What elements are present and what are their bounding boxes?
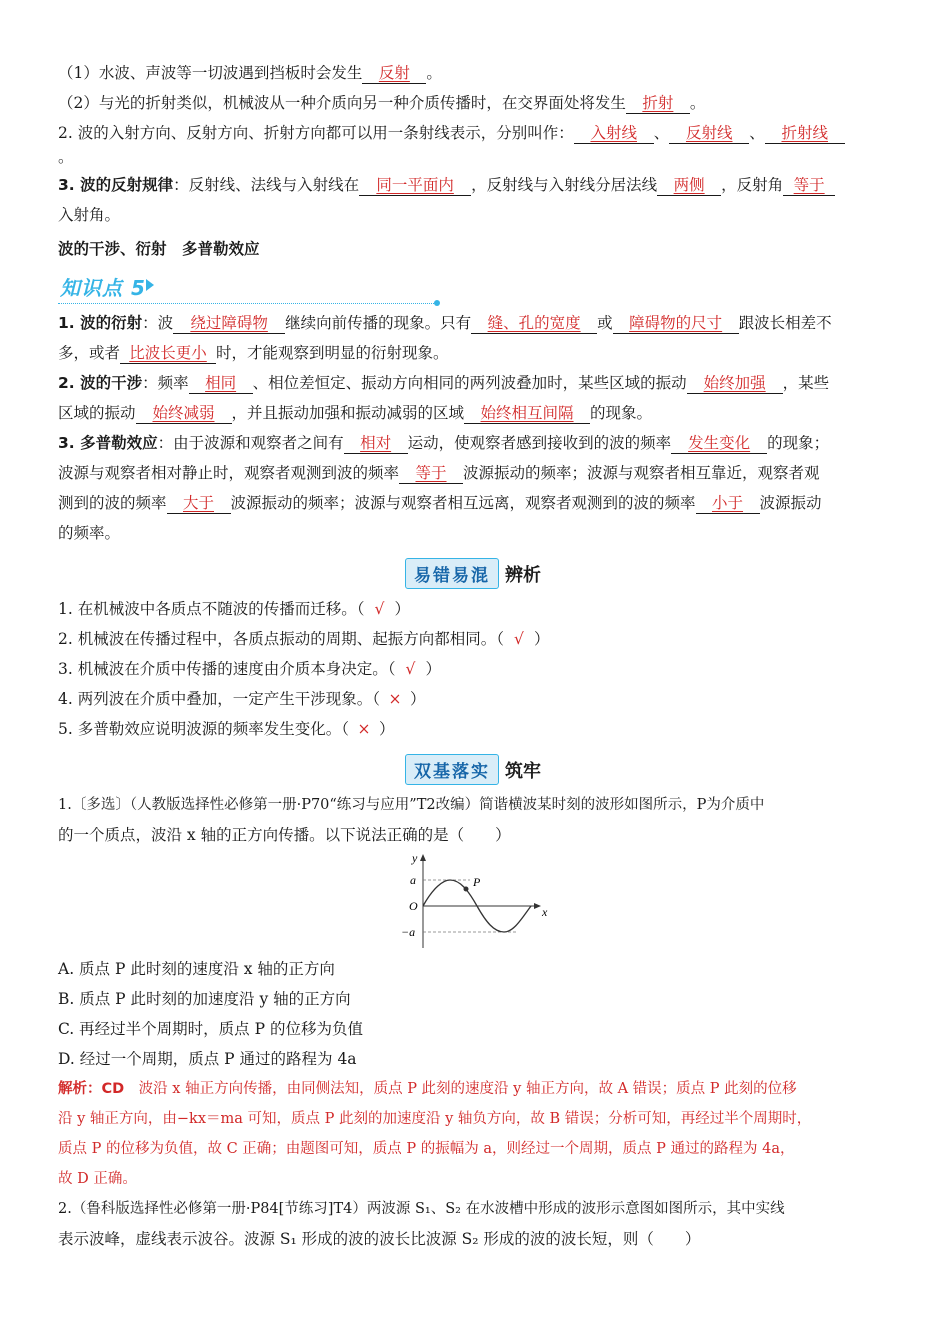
text: ） xyxy=(533,630,550,648)
text: ：反射线、法线与入射线在 xyxy=(173,176,360,194)
answer-blank: 始终相互间隔 xyxy=(464,403,590,424)
label-origin: O xyxy=(409,899,418,913)
judge-mark: × xyxy=(388,690,402,708)
wave-figure xyxy=(58,852,888,952)
item-title: . 波的反射规律 xyxy=(68,176,174,194)
analysis-line-2: 沿 y 轴正方向，由−kx＝ma 可知，质点 P 此刻的加速度沿 y 轴负方向，故 B 错误；分析可知，再经过半个周期时， xyxy=(58,1111,812,1127)
text: 、 xyxy=(749,124,765,142)
item-number: 1 xyxy=(58,314,69,332)
knowledge-point-label: 知识点 5 xyxy=(60,276,146,300)
text: 时，才能观察到明显的衍射现象。 xyxy=(216,344,449,362)
answer-blank: 发生变化 xyxy=(671,433,767,454)
text: 波沿 x 轴正方向传播，由同侧法知，质点 P 此刻的速度沿 y 轴正方向，故 A 错误；质点 P 此刻的位移 xyxy=(124,1081,797,1097)
text: 多，或者 xyxy=(58,344,121,362)
triangle-icon xyxy=(146,279,154,291)
interference-line-1 xyxy=(58,368,888,398)
judge-item xyxy=(58,684,888,714)
answer-blank: 小于 xyxy=(696,493,760,514)
item-title: . 波的衍射 xyxy=(68,314,143,332)
answer-blank: 两侧 xyxy=(657,175,721,196)
answer-blank: 障碍物的尺寸 xyxy=(613,313,739,334)
text: 波源振动的频率；波源与观察者相互靠近，观察者观 xyxy=(463,464,820,482)
analysis-head: 解析：CD xyxy=(58,1081,125,1097)
banner-tail: 辨析 xyxy=(505,564,541,586)
text: ，反射角 xyxy=(721,176,784,194)
judge-item xyxy=(58,714,888,744)
analysis-line-3: 质点 P 的位移为负值，故 C 正确；由题图可知，质点 P 的振幅为 a，则经过一个周期，质点 P 通过的路程为 4a， xyxy=(58,1141,795,1157)
judge-item xyxy=(58,594,888,624)
text: 入射角。 xyxy=(58,206,121,224)
text: 。 xyxy=(689,94,706,112)
text: ，并且振动加强和振动减弱的区域 xyxy=(231,404,465,422)
diffraction-line-2 xyxy=(58,338,888,368)
text: ，某些 xyxy=(782,374,830,392)
answer-blank: 始终减弱 xyxy=(136,403,232,424)
question-2-line-1: 2.（鲁科版选择性必修第一册·P84[节练习]T4）两波源 S₁、S₂ 在水波槽中形成的波形示意图如图所示，其中实线 xyxy=(58,1201,785,1217)
judge-mark: √ xyxy=(405,660,416,678)
point-p xyxy=(464,887,469,892)
item-title: . 波的干涉 xyxy=(68,374,143,392)
doppler-line-1 xyxy=(58,428,888,458)
text: 、相位差恒定、振动方向相同的两列波叠加时，某些区域的振动 xyxy=(252,374,687,392)
text: 的现象。 xyxy=(590,404,653,422)
diffraction-line-1 xyxy=(58,308,888,338)
option-d: D. 经过一个周期，质点 P 通过的路程为 4a xyxy=(58,1050,357,1068)
label-neg-a: −a xyxy=(401,925,416,939)
text: ） xyxy=(378,720,395,738)
x-axis-arrow xyxy=(534,903,541,909)
answer-blank: 等于 xyxy=(783,175,835,196)
text: ：由于波源和观察者之间有 xyxy=(157,434,344,452)
doppler-line-4 xyxy=(58,518,888,548)
document-page xyxy=(58,58,888,1254)
label-p: P xyxy=(473,875,481,889)
reflection-law-line-1 xyxy=(58,170,888,200)
text: 的现象； xyxy=(767,434,830,452)
knowledge-point-header xyxy=(58,270,888,308)
answer-blank: 相同 xyxy=(189,373,253,394)
answer-blank: 比波长更小 xyxy=(120,343,216,364)
judge-item xyxy=(58,654,888,684)
text: 、 xyxy=(653,124,670,142)
section-banner-error-analysis xyxy=(58,558,888,590)
text: 2. 波的入射方向、反射方向、折射方向都可以用一条射线表示，分别叫作： xyxy=(58,124,574,142)
text: （1）水波、声波等一切波遇到挡板时会发生 xyxy=(58,64,363,82)
text: 或 xyxy=(597,314,613,332)
text: 波源振动的频率；波源与观察者相互远离，观察者观测到的波的频率 xyxy=(230,494,696,512)
label-x: x xyxy=(542,905,548,919)
text: 3. 机械波在介质中传播的速度由介质本身决定。（ xyxy=(58,660,396,678)
text: 4. 两列波在介质中叠加，一定产生干涉现象。（ xyxy=(58,690,380,708)
text: 跟波长相差不 xyxy=(738,314,832,332)
answer-blank: 大于 xyxy=(167,493,231,514)
reflection-law-line-2 xyxy=(58,200,888,230)
reflection-line-3-end xyxy=(58,148,888,170)
item-title: . 多普勒效应 xyxy=(68,434,158,452)
label-y: y xyxy=(412,852,418,865)
text: ） xyxy=(409,690,426,708)
interference-line-2 xyxy=(58,398,888,428)
judge-item xyxy=(58,624,888,654)
section-banner-basics xyxy=(58,754,888,786)
judge-list xyxy=(58,594,888,744)
answer-blank: 相对 xyxy=(344,433,408,454)
reflection-line-1 xyxy=(58,58,888,88)
text: 2. 机械波在传播过程中，各质点振动的周期、起振方向都相同。（ xyxy=(58,630,504,648)
text: 的频率。 xyxy=(58,524,121,542)
analysis-line-1 xyxy=(58,1074,888,1104)
text: 1. 在机械波中各质点不随波的传播而迁移。（ xyxy=(58,600,365,618)
judge-mark: √ xyxy=(374,600,385,618)
text: ：波 xyxy=(142,314,174,332)
text: 区域的振动 xyxy=(58,404,136,422)
answer-blank: 折射 xyxy=(626,93,690,114)
banner-tail: 筑牢 xyxy=(505,760,541,782)
divider xyxy=(58,303,438,304)
text: 波源振动 xyxy=(759,494,822,512)
answer-blank: 始终加强 xyxy=(687,373,783,394)
text: 测到的波的频率 xyxy=(58,494,167,512)
reflection-line-3 xyxy=(58,118,888,148)
answer-blank: 同一平面内 xyxy=(359,175,471,196)
option-a: A. 质点 P 此时刻的速度沿 x 轴的正方向 xyxy=(58,960,335,978)
text: ，反射线与入射线分居法线 xyxy=(471,176,658,194)
wave-graph xyxy=(58,852,888,952)
option-b: B. 质点 P 此时刻的加速度沿 y 轴的正方向 xyxy=(58,990,351,1008)
item-number: 2 xyxy=(58,374,69,392)
item-number: 3 xyxy=(58,434,69,452)
answer-blank: 等于 xyxy=(399,463,463,484)
answer-blank: 入射线 xyxy=(574,123,654,144)
judge-mark: × xyxy=(357,720,371,738)
item-number: 3 xyxy=(58,176,69,194)
answer-blank: 折射线 xyxy=(765,123,845,144)
text: ） xyxy=(394,600,410,618)
judge-mark: √ xyxy=(514,630,524,648)
text: （2）与光的折射类似，机械波从一种介质向另一种介质传播时，在交界面处将发生 xyxy=(58,94,626,112)
section-title: 波的干涉、衍射 多普勒效应 xyxy=(58,240,260,258)
reflection-line-2 xyxy=(58,88,888,118)
dot-icon xyxy=(434,300,440,306)
doppler-line-2 xyxy=(58,458,888,488)
answer-blank: 缝、孔的宽度 xyxy=(471,313,597,334)
text: 运动，使观察者感到接收到的波的频率 xyxy=(407,434,672,452)
text: ） xyxy=(425,660,441,678)
banner-box: 易错易混 xyxy=(405,558,499,589)
text: 。 xyxy=(58,148,74,166)
label-a: a xyxy=(410,873,416,887)
question-2-line-2: 表示波峰，虚线表示波谷。波源 S₁ 形成的波的波长比波源 S₂ 形成的波的波长短，则（ ） xyxy=(58,1230,701,1248)
analysis-block xyxy=(58,1074,888,1194)
analysis-line-4: 故 D 正确。 xyxy=(58,1171,137,1187)
banner-box: 双基落实 xyxy=(405,754,499,785)
answer-blank: 反射 xyxy=(362,63,426,84)
text: 5. 多普勒效应说明波源的频率发生变化。（ xyxy=(58,720,349,738)
doppler-line-3 xyxy=(58,488,888,518)
text: 波源与观察者相对静止时，观察者观测到波的频率 xyxy=(58,464,400,482)
option-c: C. 再经过半个周期时，质点 P 的位移为负值 xyxy=(58,1020,363,1038)
y-axis-arrow xyxy=(420,854,426,861)
text: 继续向前传播的现象。只有 xyxy=(285,314,472,332)
text: ：频率 xyxy=(142,374,189,392)
answer-blank: 反射线 xyxy=(669,123,749,144)
question-1-line-2: 的一个质点，波沿 x 轴的正方向传播。以下说法正确的是（ ） xyxy=(58,826,511,844)
question-1-line-1: 1.〔多选〕（人教版选择性必修第一册·P70“练习与应用”T2改编）简谐横波某时刻的波形如图所示，P为介质中 xyxy=(58,797,765,813)
text: 。 xyxy=(426,64,442,82)
answer-blank: 绕过障碍物 xyxy=(173,313,285,334)
